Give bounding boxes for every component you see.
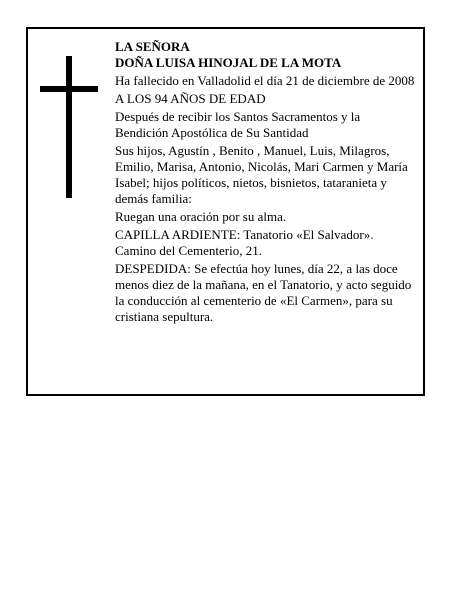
chapel-info: CAPILLA ARDIENTE: Tanatorio «El Salvador». Camino del Cementerio, 21. — [115, 227, 374, 258]
cross-icon — [40, 56, 98, 198]
death-info: Ha fallecido en Valladolid el día 21 de diciembre de 2008 — [115, 73, 415, 88]
cross-horizontal-bar — [40, 86, 98, 92]
prayer-request: Ruegan una oración por su alma. — [115, 209, 287, 224]
obituary-notice — [26, 27, 425, 396]
farewell-info: DESPEDIDA: Se efectúa hoy lunes, día 22, a las doce menos diez de la mañana, en el Tanatorio, y acto seguido la conducción al cementerio de «El Carmen», para su cristiana sepultura. — [115, 261, 412, 324]
cross-vertical-bar — [66, 56, 72, 198]
age-info: A LOS 94 AÑOS DE EDAD — [115, 91, 266, 106]
obituary-text — [115, 39, 415, 325]
family-info: Sus hijos, Agustín , Benito , Manuel, Luis, Milagros, Emilio, Marisa, Antonio, Nicolás, Mari Carmen y María Isabel; hijos políticos, nietos, bisnietos, tataranieta y demás familia: — [115, 143, 408, 206]
sacraments-info: Después de recibir los Santos Sacramentos y la Bendición Apostólica de Su Santidad — [115, 109, 361, 140]
deceased-name: DOÑA LUISA HINOJAL DE LA MOTA — [115, 55, 342, 70]
title-line-1: LA SEÑORA — [115, 39, 190, 54]
